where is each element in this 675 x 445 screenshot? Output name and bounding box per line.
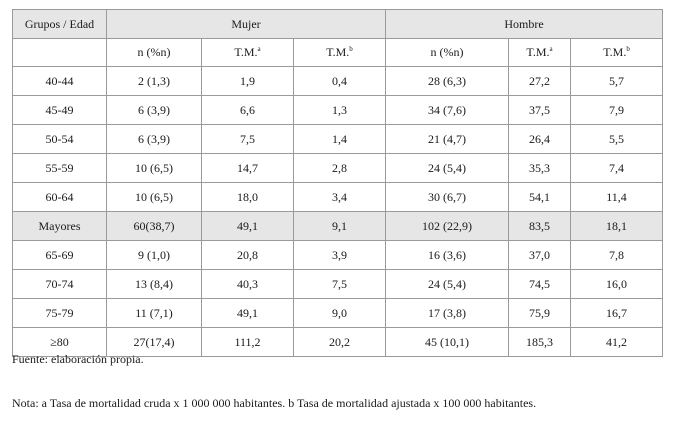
mujer-tm-a-cell: 7,5 xyxy=(202,125,294,154)
mujer-tm-b-cell: 2,8 xyxy=(294,154,386,183)
table-row xyxy=(13,241,663,270)
group-cell: 65-69 xyxy=(13,241,107,270)
hombre-tm-b-cell: 18,1 xyxy=(571,212,663,241)
group-cell: Mayores xyxy=(13,212,107,241)
header-row-secondary xyxy=(13,39,663,67)
group-cell: 40-44 xyxy=(13,67,107,96)
hombre-n-header xyxy=(386,39,509,67)
hombre-tm-a-cell: 75,9 xyxy=(509,299,571,328)
hombre-tm-a-cell: 74,5 xyxy=(509,270,571,299)
mujer-tm-a-cell: 40,3 xyxy=(202,270,294,299)
mujer-tm-b-cell: 1,3 xyxy=(294,96,386,125)
hombre-tm-b-cell: 7,8 xyxy=(571,241,663,270)
group-cell: 50-54 xyxy=(13,125,107,154)
table-row-subtotal xyxy=(13,212,663,241)
hombre-tm-a-cell: 27,2 xyxy=(509,67,571,96)
mujer-n-cell: 10 (6,5) xyxy=(107,183,202,212)
hombre-tm-b-cell: 11,4 xyxy=(571,183,663,212)
hombre-n-cell: 34 (7,6) xyxy=(386,96,509,125)
table-row xyxy=(13,270,663,299)
hombre-n-cell: 45 (10,1) xyxy=(386,328,509,357)
table-row xyxy=(13,183,663,212)
hombre-tm-b-header xyxy=(571,39,663,67)
n-label: n (%n) xyxy=(430,45,464,59)
hombre-tm-b-cell: 16,0 xyxy=(571,270,663,299)
mujer-n-cell: 9 (1,0) xyxy=(107,241,202,270)
tm-label: T.M. xyxy=(326,45,350,59)
mujer-tm-b-cell: 1,4 xyxy=(294,125,386,154)
mujer-tm-a-cell: 49,1 xyxy=(202,299,294,328)
hombre-n-cell: 21 (4,7) xyxy=(386,125,509,154)
mujer-n-header xyxy=(107,39,202,67)
sup-a: a xyxy=(549,45,553,53)
group-cell: 60-64 xyxy=(13,183,107,212)
mujer-tm-a-cell: 18,0 xyxy=(202,183,294,212)
hombre-tm-a-header xyxy=(509,39,571,67)
hombre-n-cell: 28 (6,3) xyxy=(386,67,509,96)
mujer-tm-a-cell: 20,8 xyxy=(202,241,294,270)
mujer-tm-a-cell: 111,2 xyxy=(202,328,294,357)
group-cell: ≥80 xyxy=(13,328,107,357)
hombre-n-cell: 17 (3,8) xyxy=(386,299,509,328)
mujer-n-cell: 60(38,7) xyxy=(107,212,202,241)
mortality-table xyxy=(12,9,663,357)
hombre-n-cell: 16 (3,6) xyxy=(386,241,509,270)
mujer-tm-b-cell: 7,5 xyxy=(294,270,386,299)
tm-label: T.M. xyxy=(603,45,627,59)
n-label: n (%n) xyxy=(137,45,171,59)
mujer-tm-b-cell: 20,2 xyxy=(294,328,386,357)
sup-b: b xyxy=(349,45,353,53)
mujer-tm-b-cell: 3,4 xyxy=(294,183,386,212)
tm-label: T.M. xyxy=(234,45,258,59)
hombre-header: Hombre xyxy=(386,10,663,39)
mujer-tm-a-cell: 49,1 xyxy=(202,212,294,241)
hombre-tm-a-cell: 35,3 xyxy=(509,154,571,183)
hombre-tm-b-cell: 7,4 xyxy=(571,154,663,183)
table-row xyxy=(13,154,663,183)
sup-b: b xyxy=(626,45,630,53)
hombre-n-cell: 102 (22,9) xyxy=(386,212,509,241)
footnote: Nota: a Tasa de mortalidad cruda x 1 000 000 habitantes. b Tasa de mortalidad ajustada x 100 000 habitantes. xyxy=(12,396,537,410)
tm-label: T.M. xyxy=(526,45,550,59)
hombre-n-cell: 24 (5,4) xyxy=(386,270,509,299)
hombre-tm-a-cell: 37,5 xyxy=(509,96,571,125)
table-row xyxy=(13,299,663,328)
group-header: Grupos / Edad xyxy=(13,10,107,39)
mujer-n-cell: 2 (1,3) xyxy=(107,67,202,96)
mujer-tm-b-cell: 3,9 xyxy=(294,241,386,270)
table-row xyxy=(13,67,663,96)
hombre-tm-a-cell: 26,4 xyxy=(509,125,571,154)
header-row-primary xyxy=(13,10,663,39)
mujer-tm-b-cell: 0,4 xyxy=(294,67,386,96)
hombre-tm-b-cell: 5,5 xyxy=(571,125,663,154)
hombre-tm-a-cell: 185,3 xyxy=(509,328,571,357)
mujer-tm-a-cell: 14,7 xyxy=(202,154,294,183)
mujer-n-cell: 10 (6,5) xyxy=(107,154,202,183)
group-cell: 75-79 xyxy=(13,299,107,328)
mujer-tm-b-header xyxy=(294,39,386,67)
mujer-n-cell: 27(17,4) xyxy=(107,328,202,357)
mujer-tm-b-cell: 9,1 xyxy=(294,212,386,241)
table-row xyxy=(13,96,663,125)
group-cell: 55-59 xyxy=(13,154,107,183)
mujer-n-cell: 11 (7,1) xyxy=(107,299,202,328)
mujer-n-cell: 6 (3,9) xyxy=(107,125,202,154)
mujer-tm-a-header xyxy=(202,39,294,67)
hombre-tm-b-cell: 16,7 xyxy=(571,299,663,328)
mujer-tm-a-cell: 6,6 xyxy=(202,96,294,125)
hombre-n-cell: 24 (5,4) xyxy=(386,154,509,183)
source-note: Fuente: elaboración propia. xyxy=(12,352,144,366)
mujer-tm-a-cell: 1,9 xyxy=(202,67,294,96)
mujer-n-cell: 6 (3,9) xyxy=(107,96,202,125)
hombre-tm-b-cell: 5,7 xyxy=(571,67,663,96)
sup-a: a xyxy=(257,45,261,53)
group-cell: 70-74 xyxy=(13,270,107,299)
hombre-tm-a-cell: 37,0 xyxy=(509,241,571,270)
hombre-tm-a-cell: 83,5 xyxy=(509,212,571,241)
group-cell: 45-49 xyxy=(13,96,107,125)
hombre-n-cell: 30 (6,7) xyxy=(386,183,509,212)
hombre-tm-a-cell: 54,1 xyxy=(509,183,571,212)
hombre-tm-b-cell: 7,9 xyxy=(571,96,663,125)
mujer-n-cell: 13 (8,4) xyxy=(107,270,202,299)
mujer-header: Mujer xyxy=(107,10,386,39)
table-row xyxy=(13,125,663,154)
mujer-tm-b-cell: 9,0 xyxy=(294,299,386,328)
hombre-tm-b-cell: 41,2 xyxy=(571,328,663,357)
empty-header-cell xyxy=(13,39,107,67)
